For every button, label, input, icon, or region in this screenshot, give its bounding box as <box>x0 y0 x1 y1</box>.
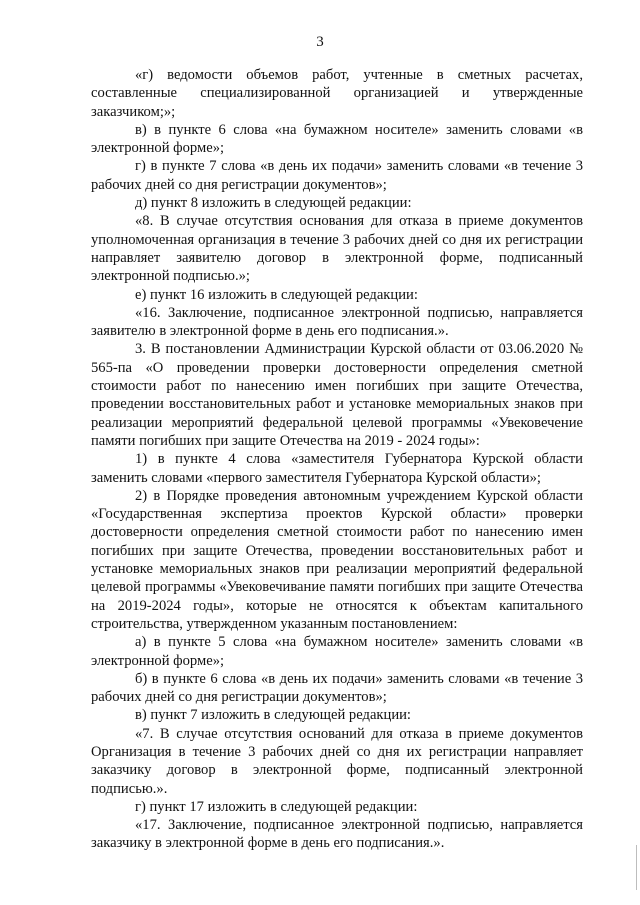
paragraph-b-item6: б) в пункте 6 слова «в день их подачи» заменить словами «в течение 3 рабочих дней со дня регистрации документов»; <box>91 670 583 706</box>
paragraph-d-item8: д) пункт 8 изложить в следующей редакции: <box>135 195 412 212</box>
paragraph-item16-text: «16. Заключение, подписанное электронной подписью, направляется заявителю в электронной форме в день его подписания.». <box>91 304 583 340</box>
paragraph-g-item7: г) в пункте 7 слова «в день их подачи» заменить словами «в течение 3 рабочих дней со дня регистрации документов»; <box>91 158 583 193</box>
paragraph-1-item4: 1) в пункте 4 слова «заместителя Губернатора Курской области заменить словами «первого заместителя Губернатора Курской области»; <box>91 451 583 486</box>
document-body <box>91 66 583 853</box>
paragraph-item7-text: «7. В случае отсутствия оснований для отказа в приеме документов Организация в течение 3 рабочих дней со дня их регистрации направляет заказчику договор в электронной форме, подписанный электронной подписью.». <box>91 725 583 797</box>
paragraph-v-item7: в) пункт 7 изложить в следующей редакции: <box>135 707 411 724</box>
paragraph-section-3: 3. В постановлении Администрации Курской области от 03.06.2020 № 565-па «О проведении проверки достоверности определения сметной стоимости работ по нанесению имен погибших при защите Отечества, проведении восстановительных работ и установке мемориальных знаков при реализации мероприятий федеральной целевой программы «Увековечение памяти погибших при защите Отечества на 2019 - 2024 годы»: <box>91 341 583 449</box>
page-number: 3 <box>316 34 324 50</box>
paragraph-v-item6: в) в пункте 6 слова «на бумажном носителе» заменить словами «в электронной форме»; <box>91 121 583 157</box>
scan-edge-line <box>636 845 637 890</box>
paragraph-e-item16: е) пункт 16 изложить в следующей редакции: <box>135 286 418 303</box>
paragraph-item8-text: «8. В случае отсутствия основания для отказа в приеме документов уполномоченная организация в течение 3 рабочих дней со дня их регистрации направляет заявителю договор в электронной форме, подписанный электронной подписью.»; <box>91 213 583 285</box>
paragraph-a-item5: а) в пункте 5 слова «на бумажном носителе» заменить словами «в электронной форме»; <box>91 634 583 669</box>
paragraph-g-quoted: «г) ведомости объемов работ, учтенные в сметных расчетах, составленные специализированной организацией и утвержденные заказчиком;»; <box>91 67 583 120</box>
paragraph-2-procedure: 2) в Порядке проведения автономным учреждением Курской области «Государственная экспертиза проектов Курской области» проверки достоверности определения сметной стоимости работ по нанесению имен погибших при защите Отечества, проведении восстановительных работ и установке мемориальных знаков при реализации мероприятий федеральной целевой программы «Увековечивание памяти погибших при защите Отечества на 2019-2024 годы», которые не относятся к объектам капитального строительства, утвержденном указанным постановлением: <box>91 487 583 632</box>
paragraph-g-item17: г) пункт 17 изложить в следующей редакции: <box>135 798 418 815</box>
paragraph-item17-text: «17. Заключение, подписанное электронной подписью, направляется заказчику в электронной форме в день его подписания.». <box>91 817 583 852</box>
